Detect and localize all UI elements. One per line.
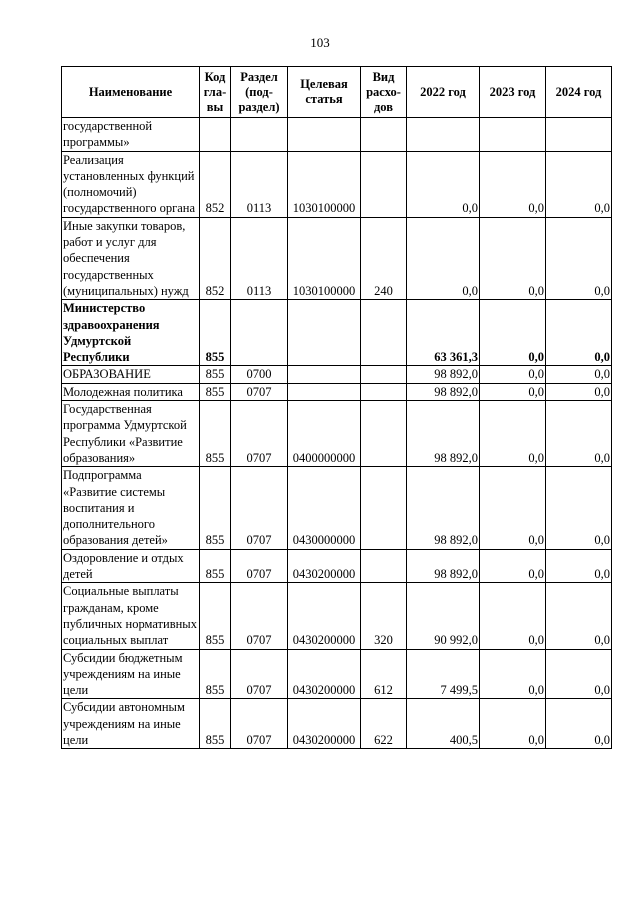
table-row (62, 401, 612, 467)
cell-target (288, 366, 361, 383)
cell-section: 0700 (231, 366, 288, 383)
header-target: Целевая статья (288, 67, 361, 118)
cell-section: 0707 (231, 649, 288, 699)
cell-target (288, 300, 361, 366)
cell-y2024: 0,0 (546, 549, 612, 583)
cell-section: 0707 (231, 699, 288, 749)
table-row (62, 699, 612, 749)
cell-name: Реализация установленных функций (полномочий) государственного органа (62, 151, 200, 217)
cell-name: Субсидии бюджетным учреждениям на иные цели (62, 649, 200, 699)
cell-kind: 622 (361, 699, 407, 749)
cell-kind (361, 549, 407, 583)
cell-y2024: 0,0 (546, 151, 612, 217)
cell-y2024: 0,0 (546, 699, 612, 749)
cell-code: 855 (200, 383, 231, 400)
cell-y2023: 0,0 (480, 217, 546, 299)
cell-code: 855 (200, 401, 231, 467)
cell-name: Молодежная политика (62, 383, 200, 400)
cell-y2022: 63 361,3 (407, 300, 480, 366)
cell-target (288, 383, 361, 400)
table-row (62, 366, 612, 383)
cell-y2024: 0,0 (546, 217, 612, 299)
table-row (62, 467, 612, 549)
cell-y2023: 0,0 (480, 699, 546, 749)
cell-y2023: 0,0 (480, 401, 546, 467)
cell-y2023: 0,0 (480, 549, 546, 583)
table-row (62, 118, 612, 152)
table-row (62, 649, 612, 699)
cell-target: 0430200000 (288, 699, 361, 749)
cell-y2023: 0,0 (480, 649, 546, 699)
cell-y2022: 98 892,0 (407, 401, 480, 467)
cell-kind (361, 151, 407, 217)
cell-target: 0430000000 (288, 467, 361, 549)
table-row (62, 383, 612, 400)
cell-section: 0707 (231, 549, 288, 583)
header-name: Наименование (62, 67, 200, 118)
cell-y2023: 0,0 (480, 366, 546, 383)
cell-name: ОБРАЗОВАНИЕ (62, 366, 200, 383)
cell-name: Государственная программа Удмуртской Республики «Развитие образования» (62, 401, 200, 467)
cell-y2023: 0,0 (480, 300, 546, 366)
cell-section (231, 118, 288, 152)
cell-target: 0400000000 (288, 401, 361, 467)
header-2024: 2024 год (546, 67, 612, 118)
cell-name: Подпрограмма «Развитие системы воспитания и дополнительного образования детей» (62, 467, 200, 549)
cell-code: 855 (200, 699, 231, 749)
header-code: Код гла- вы (200, 67, 231, 118)
header-section: Раздел (под- раздел) (231, 67, 288, 118)
cell-kind (361, 300, 407, 366)
table-row (62, 217, 612, 299)
cell-name: Министерство здравоохранения Удмуртской Республики (62, 300, 200, 366)
cell-y2022: 98 892,0 (407, 549, 480, 583)
header-2023: 2023 год (480, 67, 546, 118)
cell-section: 0707 (231, 583, 288, 649)
cell-kind (361, 401, 407, 467)
cell-code: 855 (200, 549, 231, 583)
cell-y2023: 0,0 (480, 583, 546, 649)
cell-name: Социальные выплаты гражданам, кроме публичных нормативных социальных выплат (62, 583, 200, 649)
cell-name: Субсидии автономным учреждениям на иные цели (62, 699, 200, 749)
cell-y2022 (407, 118, 480, 152)
header-2022: 2022 год (407, 67, 480, 118)
cell-section: 0113 (231, 217, 288, 299)
cell-code: 852 (200, 151, 231, 217)
cell-kind: 240 (361, 217, 407, 299)
budget-table (61, 66, 612, 749)
cell-code: 855 (200, 300, 231, 366)
cell-kind (361, 467, 407, 549)
cell-name: государственной программы» (62, 118, 200, 152)
cell-y2023: 0,0 (480, 467, 546, 549)
cell-target: 1030100000 (288, 151, 361, 217)
cell-y2022: 98 892,0 (407, 366, 480, 383)
cell-y2024: 0,0 (546, 366, 612, 383)
table-row (62, 583, 612, 649)
cell-code: 852 (200, 217, 231, 299)
cell-code: 855 (200, 366, 231, 383)
cell-section: 0113 (231, 151, 288, 217)
cell-kind: 320 (361, 583, 407, 649)
cell-target (288, 118, 361, 152)
table-row (62, 151, 612, 217)
cell-y2024: 0,0 (546, 649, 612, 699)
cell-y2024 (546, 118, 612, 152)
cell-kind (361, 118, 407, 152)
cell-kind (361, 366, 407, 383)
cell-y2023 (480, 118, 546, 152)
cell-y2022: 7 499,5 (407, 649, 480, 699)
cell-y2023: 0,0 (480, 383, 546, 400)
cell-y2024: 0,0 (546, 300, 612, 366)
cell-section (231, 300, 288, 366)
table-row (62, 549, 612, 583)
cell-y2024: 0,0 (546, 467, 612, 549)
cell-name: Оздоровление и отдых детей (62, 549, 200, 583)
header-kind: Вид расхо- дов (361, 67, 407, 118)
table-header-row (62, 67, 612, 118)
cell-target: 0430200000 (288, 549, 361, 583)
cell-y2024: 0,0 (546, 583, 612, 649)
cell-section: 0707 (231, 467, 288, 549)
cell-y2022: 400,5 (407, 699, 480, 749)
cell-y2022: 0,0 (407, 217, 480, 299)
cell-code: 855 (200, 649, 231, 699)
cell-kind (361, 383, 407, 400)
cell-y2022: 98 892,0 (407, 467, 480, 549)
cell-y2023: 0,0 (480, 151, 546, 217)
cell-section: 0707 (231, 383, 288, 400)
table-row (62, 300, 612, 366)
cell-y2022: 98 892,0 (407, 383, 480, 400)
cell-y2022: 90 992,0 (407, 583, 480, 649)
cell-code: 855 (200, 583, 231, 649)
cell-kind: 612 (361, 649, 407, 699)
cell-y2022: 0,0 (407, 151, 480, 217)
cell-name: Иные закупки товаров, работ и услуг для обеспечения государственных (муниципальных) нужд (62, 217, 200, 299)
cell-code (200, 118, 231, 152)
cell-y2024: 0,0 (546, 383, 612, 400)
page-number: 103 (310, 35, 330, 50)
cell-section: 0707 (231, 401, 288, 467)
cell-code: 855 (200, 467, 231, 549)
cell-target: 0430200000 (288, 649, 361, 699)
cell-target: 1030100000 (288, 217, 361, 299)
cell-target: 0430200000 (288, 583, 361, 649)
cell-y2024: 0,0 (546, 401, 612, 467)
